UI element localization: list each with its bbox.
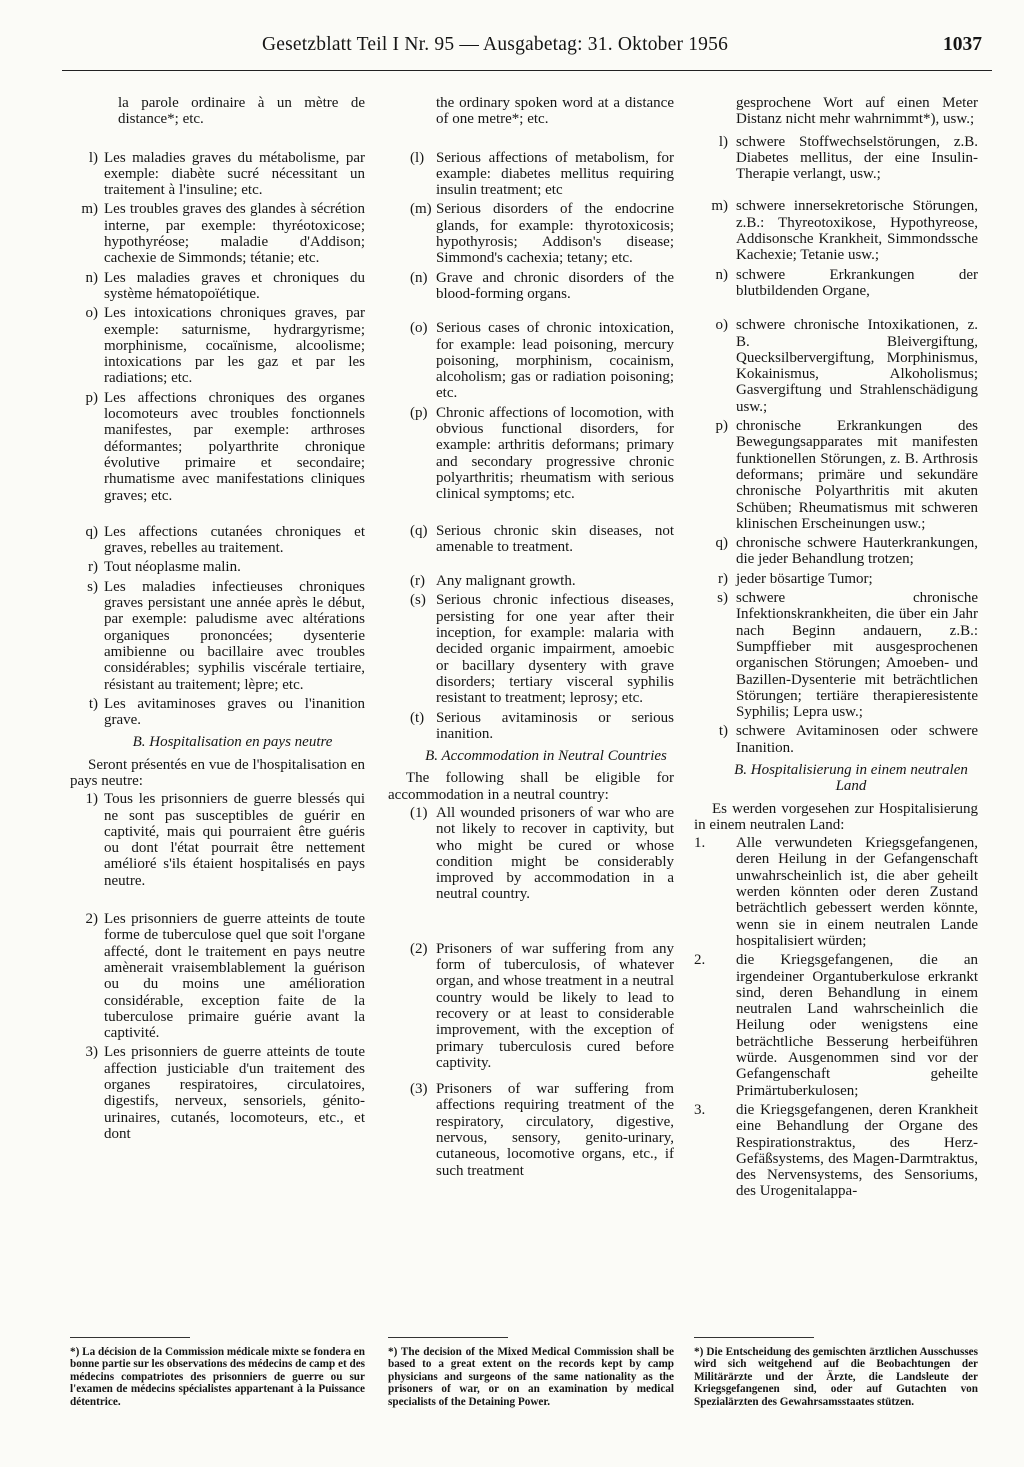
footnote-english: *) The decision of the Mixed Medical Commission shall be based to a great extent on the records kept by camp physicians and surgeons of the same nationality as the prisoners of war, or on an examination by medical specialists of the Detaining Power. bbox=[388, 1346, 674, 1408]
section-intro: Seront présentés en vue de l'hospitalisation en pays neutre: bbox=[70, 756, 365, 789]
list-item bbox=[694, 723, 978, 756]
item-text: Les maladies graves du métabolisme, par exemple: diabète sucré nécessitant un traitement à l'insuline; etc. bbox=[104, 149, 365, 199]
list-item bbox=[388, 573, 674, 589]
item-label: q) bbox=[715, 535, 728, 552]
item-label: r) bbox=[88, 559, 98, 576]
item-label: p) bbox=[85, 389, 98, 406]
column-german bbox=[694, 95, 978, 1203]
item-label: o) bbox=[715, 317, 728, 334]
list-item bbox=[388, 710, 674, 743]
item-text: schwere Erkrankungen der blutbildenden Organe, bbox=[736, 266, 978, 299]
item-label: t) bbox=[88, 695, 98, 712]
list-item bbox=[70, 524, 365, 557]
list-item bbox=[694, 835, 978, 949]
item-label: (1) bbox=[410, 804, 428, 821]
item-text: Prisoners of war suffering from any form of tuberculosis, of whatever organ, and whose treatment in a neutral country would be likely to lead to recovery or at least to considerable improvement, with the exception of primary tuberculosis cured before captivity. bbox=[436, 940, 674, 1071]
item-text: Tous les prisonniers de guerre blessés qui ne sont pas susceptibles de guérir en captivité, mais qui pourraient être guéris ou dont l'état pourrait être nettement amélioré s'ils étaient hospitalisés en pays neutre. bbox=[104, 791, 365, 889]
item-label: (l) bbox=[410, 149, 425, 166]
item-label: l) bbox=[718, 133, 728, 150]
item-text: Alle verwundeten Kriegsgefangenen, deren Heilung in der Gefangenschaft unwahrscheinlich ist, die aber geheilt werden könnten oder deren Zustand beträchtlich gebessert werden könnte, wenn sie in einem neutralen Lande hospitalisiert würden; bbox=[736, 835, 978, 949]
section-intro: The following shall be eligible for accommodation in a neutral country: bbox=[388, 770, 674, 803]
list-item bbox=[388, 150, 674, 199]
item-text: Les maladies graves et chroniques du système hématopoïétique. bbox=[104, 269, 365, 302]
list-item bbox=[388, 805, 674, 903]
item-text: Prisoners of war suffering from affections requiring treatment of the respiratory, circulatory, digestive, nervous, sensory, genito-urinary, cutaneous, locomotive organs, etc., if such treatment bbox=[436, 1081, 674, 1179]
item-text: schwere chronische Intoxikationen, z. B. Bleivergiftung, Quecksilbervergiftung, Morphinismus, Kokainismus, Alkoholismus; Gasvergiftung und Strahlenschädigung usw.; bbox=[736, 317, 978, 415]
item-text: die Kriegsgefangenen, die an irgendeiner Organtuberkulose erkrankt sind, deren Behandlung in einem neutralen Land wahrscheinlich die Heilung oder wenigstens eine beträchtliche Besserung herbeiführen würde. Ausgenommen sind vor der Gefangenschaft geheilte Primärtuberkulosen; bbox=[736, 952, 978, 1099]
column-french bbox=[70, 95, 365, 1145]
item-label: (r) bbox=[410, 573, 425, 590]
list-item bbox=[388, 1081, 674, 1179]
item-label: (s) bbox=[410, 592, 426, 609]
list-item bbox=[388, 941, 674, 1071]
item-text: chronische Erkrankungen des Bewegungsapparates mit manifesten funktionellen Störungen, z. B. Arthrosis deformans; primäre und sekundäre chronische Polyarthritis mit akuten Schüben; Rheumatismus mit schweren klinischen Erscheinungen usw.; bbox=[736, 418, 978, 532]
list-item bbox=[70, 696, 365, 729]
footnote-divider bbox=[70, 1337, 190, 1338]
item-text: Any malignant growth. bbox=[436, 573, 576, 590]
item-text: Tout néoplasme malin. bbox=[104, 559, 241, 576]
gazette-title: Gesetzblatt Teil I Nr. 95 — Ausgabetag: 31. Oktober 1956 bbox=[262, 34, 729, 55]
item-text: Les maladies infectieuses chroniques graves persistant une année après le début, par exemple: paludisme avec altérations organiques prononcées; dysenterie amibienne ou bacillaire avec troubles considérables; syphilis viscérale tertiaire, résistant au traitement; lèpre; etc. bbox=[104, 578, 365, 693]
item-label: (p) bbox=[410, 404, 428, 421]
column-english bbox=[388, 95, 674, 1182]
list-item bbox=[694, 317, 978, 415]
item-text: die Kriegsgefangenen, deren Krankheit eine Behandlung der Organe des Respirationstraktus, des Herz-Gefäßsystems, des Magen-Darmtraktus, des Nervensystems, des Sensoriums, des Urogenitalappa- bbox=[736, 1101, 978, 1200]
list-item bbox=[694, 198, 978, 263]
list-item bbox=[694, 418, 978, 532]
item-label: m) bbox=[81, 201, 98, 218]
item-text: Grave and chronic disorders of the blood-forming organs. bbox=[436, 269, 674, 302]
continuation-text: gesprochene Wort auf einen Meter Distanz nicht mehr wahrnimmt*), usw.; bbox=[736, 95, 978, 128]
footnote-french: *) La décision de la Commission médicale mixte se fondera en bonne partie sur les observations des médecins de camp et des médecins compatriotes des prisonniers de guerre ou sur l'examen de médecins spécialistes appartenant à la Puissance détentrice. bbox=[70, 1346, 366, 1408]
list-item bbox=[388, 201, 674, 266]
list-item bbox=[70, 911, 365, 1041]
item-text: schwere Stoffwechselstörungen, z.B. Diabetes mellitus, der eine Insulin-Therapie verlangt, usw.; bbox=[736, 133, 978, 183]
item-text: Serious disorders of the endocrine glands, for example: thyrotoxicosis; hypothyrosis; Addison's disease; Simmond's cachexia; tetany; etc. bbox=[436, 201, 674, 267]
list-item bbox=[694, 535, 978, 568]
item-text: Serious chronic infectious diseases, persisting for one year after their inception, for example: malaria with decided organic impairment, amoebic or bacillary dysentery with grave disorders; tertiary visceral syphilis resistant to treatment; leprosy; etc. bbox=[436, 592, 674, 707]
item-label: n) bbox=[715, 266, 728, 283]
item-text: jeder bösartige Tumor; bbox=[736, 570, 873, 587]
item-text: chronische schwere Hauterkrankungen, die jeder Behandlung trotzen; bbox=[736, 535, 978, 568]
list-item bbox=[70, 791, 365, 889]
item-text: Les avitaminoses graves ou l'inanition grave. bbox=[104, 695, 365, 729]
list-item bbox=[388, 592, 674, 706]
item-text: Serious affections of metabolism, for example: diabetes mellitus requiring insulin treatment; etc bbox=[436, 149, 674, 199]
continuation-text: la parole ordinaire à un mètre de distance*; etc. bbox=[118, 95, 365, 128]
list-item bbox=[70, 579, 365, 693]
list-item bbox=[388, 405, 674, 503]
list-item bbox=[70, 150, 365, 199]
footnote-divider bbox=[694, 1337, 814, 1338]
item-text: Les prisonniers de guerre atteints de toute forme de tuberculose quel que soit l'organe affecté, dont le traitement en pays neutre amènerait vraisemblablement la guérison ou du moins une amélioration considérable, exception faite de la tuberculose primaire guérie avant la captivité. bbox=[104, 911, 365, 1042]
page-header bbox=[62, 30, 992, 71]
item-label: 2) bbox=[85, 911, 98, 928]
item-label: q) bbox=[85, 523, 98, 540]
list-item bbox=[70, 559, 365, 575]
list-item bbox=[70, 270, 365, 303]
page-number: 1037 bbox=[943, 34, 982, 55]
item-text: Les affections chroniques des organes locomoteurs avec troubles fonctionnels manifestes, par exemple: arthroses déformantes; polyarthrite chronique évolutive primaire et secondaire; rhumatisme avec manifestations cliniques graves; etc. bbox=[104, 389, 365, 504]
list-item bbox=[694, 952, 978, 1099]
item-label: t) bbox=[718, 723, 728, 740]
item-text: Serious avitaminosis or serious inanition. bbox=[436, 709, 674, 742]
section-heading: B. Hospitalisierung in einem neutralen Land bbox=[734, 761, 968, 795]
item-label: 1) bbox=[85, 791, 98, 808]
item-text: schwere Avitaminosen oder schwere Inanition. bbox=[736, 723, 978, 756]
item-text: Les affections cutanées chroniques et graves, rebelles au traitement. bbox=[104, 523, 365, 557]
item-label: (q) bbox=[410, 522, 428, 539]
item-label: 3. bbox=[694, 1101, 706, 1118]
item-label: (3) bbox=[410, 1081, 428, 1098]
item-label: (o) bbox=[410, 320, 428, 337]
item-label: l) bbox=[88, 149, 98, 166]
item-text: Les troubles graves des glandes à sécrétion interne, par exemple: thyréotoxicose; hypothyréose; maladie d'Addison; cachexie de Simmonds; tétanie; etc. bbox=[104, 201, 365, 267]
list-item bbox=[694, 590, 978, 720]
item-text: Les prisonniers de guerre atteints de toute affection justiciable d'un traitement des organes respiratoires, circulatoires, digestifs, nerveux, sensoriels, génito-urinaires, cutanés, locomoteurs, etc., et dont bbox=[104, 1044, 365, 1142]
item-label: s) bbox=[87, 578, 98, 595]
item-label: o) bbox=[85, 305, 98, 322]
item-label: (2) bbox=[410, 940, 428, 957]
section-heading: B. Accommodation in Neutral Countries bbox=[425, 748, 667, 765]
item-label: m) bbox=[711, 198, 728, 215]
item-label: 3) bbox=[85, 1044, 98, 1061]
item-text: Les intoxications chroniques graves, par exemple: saturnisme, hydrargyrisme; morphinisme, cocaïnisme, alcoolisme; intoxications par les gaz et par les radiations; etc. bbox=[104, 305, 365, 387]
list-item bbox=[694, 571, 978, 587]
continuation-text: the ordinary spoken word at a distance of one metre*; etc. bbox=[436, 95, 674, 128]
item-text: Serious cases of chronic intoxication, for example: lead poisoning, mercury poisoning, morphinism, cocainism, alcoholism; gas or radiation poisoning; etc. bbox=[436, 320, 674, 402]
item-label: n) bbox=[85, 269, 98, 286]
item-label: s) bbox=[717, 590, 728, 607]
list-item bbox=[70, 305, 365, 386]
list-item bbox=[694, 134, 978, 183]
item-label: (m) bbox=[410, 201, 432, 218]
item-text: Chronic affections of locomotion, with obvious functional disorders, for example: arthritis deformans; primary and secondary progressive chronic polyarthritis; rheumatism with serious clinical symptoms; etc. bbox=[436, 404, 674, 503]
item-text: schwere chronische Infektionskrankheiten, die über ein Jahr nach Beginn andauern, z.B.: Sumpffieber mit ausgesprochenen organischen Störungen; Amoeben- und Bazillen-Dysenterie mit beträchtlichen Störungen; tertiäre therapieresistente Syphilis; Lepra usw.; bbox=[736, 590, 978, 721]
section-intro: Es werden vorgesehen zur Hospitalisierung in einem neutralen Land: bbox=[694, 800, 978, 833]
item-label: p) bbox=[715, 418, 728, 435]
list-item bbox=[388, 320, 674, 401]
item-label: r) bbox=[718, 570, 728, 587]
list-item bbox=[70, 201, 365, 266]
item-text: schwere innersekretorische Störungen, z.B.: Thyreotoxikose, Hypothyreose, Addisonsche Krankheit, Simmondssche Kachexie; Tetanie usw.; bbox=[736, 198, 978, 264]
list-item bbox=[70, 390, 365, 504]
list-item bbox=[694, 1102, 978, 1200]
list-item bbox=[388, 270, 674, 303]
item-label: (n) bbox=[410, 269, 428, 286]
item-label: 2. bbox=[694, 952, 706, 969]
footnote-german: *) Die Entscheidung des gemischten ärztlichen Ausschusses wird sich weitgehend auf die Beobachtungen der Militärärzte und der Ärzte, die Landsleute der Kriegsgefangenen sind, oder auf Gutachten von Spezialärzten des Gewahrsamsstaates stützen. bbox=[694, 1346, 978, 1408]
item-label: (t) bbox=[410, 709, 425, 726]
item-text: Serious chronic skin diseases, not amenable to treatment. bbox=[436, 522, 674, 555]
item-text: All wounded prisoners of war who are not likely to recover in captivity, but who might be cured or whose condition might be considerably improved by accommodation in a neutral country. bbox=[436, 804, 674, 903]
footnote-divider bbox=[388, 1337, 508, 1338]
list-item bbox=[694, 267, 978, 300]
item-label: 1. bbox=[694, 835, 706, 852]
section-heading: B. Hospitalisation en pays neutre bbox=[132, 734, 333, 751]
list-item bbox=[70, 1044, 365, 1142]
list-item bbox=[388, 523, 674, 556]
